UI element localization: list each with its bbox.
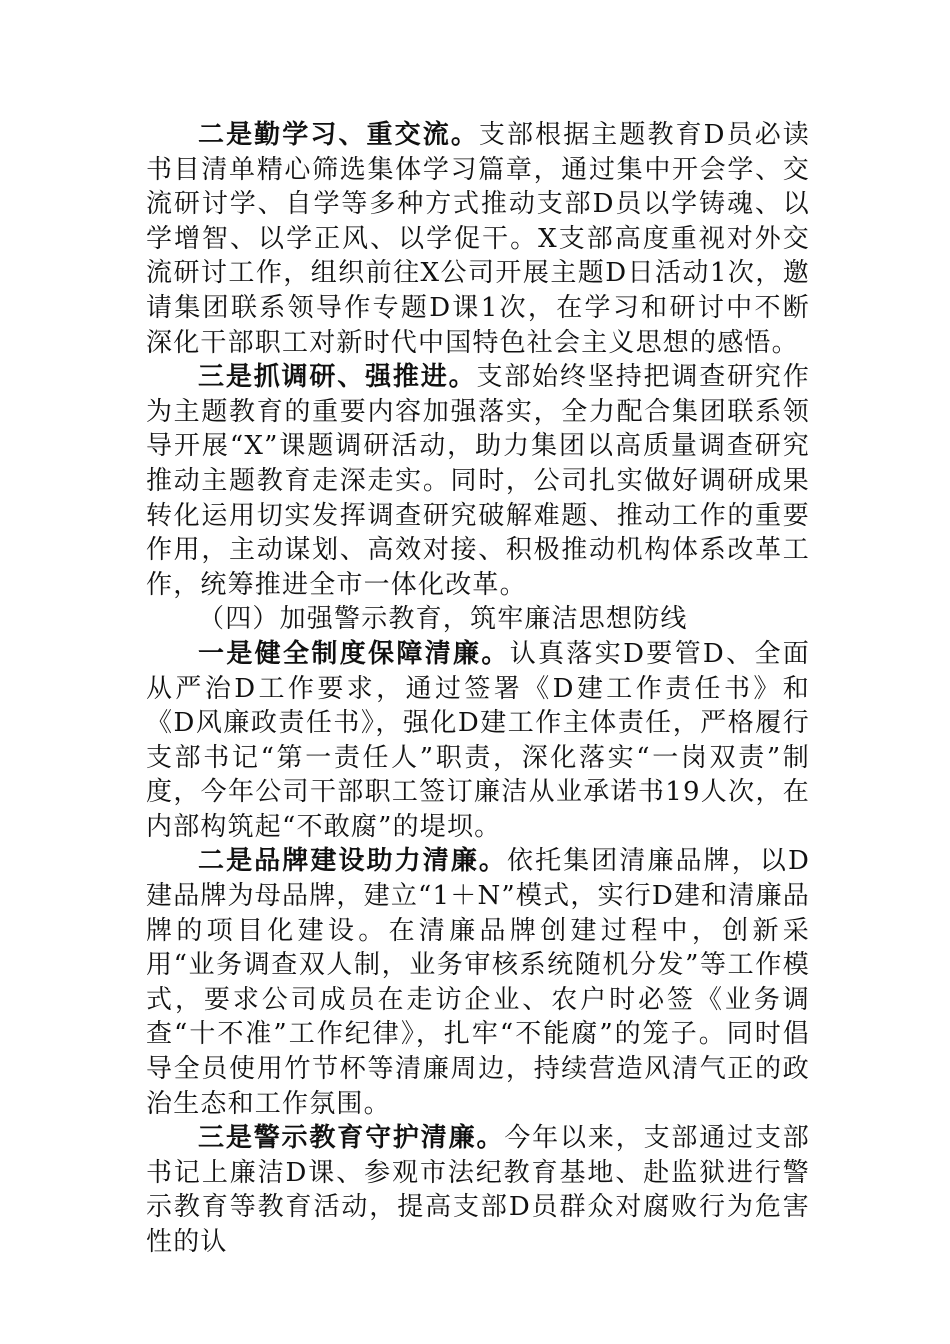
section-heading [146, 602, 810, 637]
paragraph-lead: 三是警示教育守护清廉。 [198, 1123, 505, 1154]
paragraph-text: 支部根据主题教育D员必读书目清单精心筛选集体学习篇章，通过集中开会学、交流研讨学、自学等多种方式推动支部D员以学铸魂、以学增智、以学正风、以学促干。X支部高度重视对外交流研讨工作，组织前往X公司开展主题D日活动1次，邀请集团联系领导作专题D课1次，在学习和研讨中不断深化干部职工对新时代中国特色社会主义思想的感悟。 [146, 120, 810, 358]
paragraph-research-promotion [146, 360, 810, 602]
paragraph-lead: 一是健全制度保障清廉。 [198, 638, 510, 669]
section-heading-text: （四）加强警示教育，筑牢廉洁思想防线 [198, 604, 688, 635]
paragraph-warning-education [146, 1121, 810, 1259]
paragraph-study-exchange [146, 118, 810, 360]
paragraph-text: 认真落实D要管D、全面从严治D工作要求，通过签署《D建工作责任书》和《D风廉政责任书》，强化D建工作主体责任，严格履行支部书记“第一责任人”职责，深化落实“一岗双责”制度，今年公司干部职工签订廉洁从业承诺书19人次，在内部构筑起“不敢腐”的堤坝。 [146, 638, 810, 842]
paragraph-lead: 二是勤学习、重交流。 [198, 120, 479, 150]
paragraph-text: 今年以来，支部通过支部书记上廉洁D课、参观市法纪教育基地、赴监狱进行警示教育等教育活动，提高支部D员群众对腐败行为危害性的认 [146, 1123, 811, 1257]
paragraph-lead: 三是抓调研、强推进。 [198, 362, 477, 393]
paragraph-lead: 二是品牌建设助力清廉。 [198, 846, 508, 877]
paragraph-system-guarantee [146, 637, 810, 845]
paragraph-text: 支部始终坚持把调查研究作为主题教育的重要内容加强落实，全力配合集团联系领导开展“X”课题调研活动，助力集团以高质量调查研究推动主题教育走深走实。同时，公司扎实做好调研成果转化运用切实发挥调查研究破解难题、推动工作的重要作用，主动谋划、高效对接、积极推动机构体系改革工作，统筹推进全市一体化改革。 [146, 362, 810, 600]
paragraph-text: 依托集团清廉品牌，以D建品牌为母品牌，建立“1＋N”模式，实行D建和清廉品牌的项目化建设。在清廉品牌创建过程中，创新采用“业务调查双人制，业务审核系统随机分发”等工作模式，要求公司成员在走访企业、农户时必签《业务调查“十不准”工作纪律》，扎牢“不能腐”的笼子。同时倡导全员使用竹节杯等清廉周边，持续营造风清气正的政治生态和工作氛围。 [146, 846, 811, 1119]
document-body [146, 118, 810, 1260]
paragraph-brand-building [146, 844, 810, 1121]
